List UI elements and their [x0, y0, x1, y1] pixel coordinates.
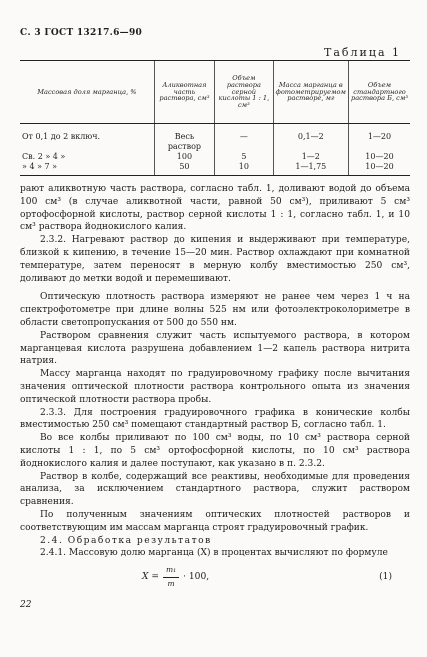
table-cell: 100: [154, 152, 214, 162]
table-cell: 1—20: [348, 124, 410, 143]
table-cell: Св. 2 » 4 »: [22, 151, 66, 161]
table-cell: Весь: [154, 124, 214, 143]
paragraph: Массу марганца находят по градуировочному графику после вычитания значения оптической плотности раствора контрольного опыта из значения оптической плотности раствора пробы.: [20, 369, 410, 405]
formula-lhs: X =: [142, 571, 159, 582]
paragraph: Во все колбы приливают по 100 см³ воды, по 10 см³ раствора серной кислоты 1 : 1, по 5 см³ ортофосфорной кислоты, по 10 см³ раствора йоднокислого калия и далее поступают, как указано в п. 2.3.2.: [20, 433, 410, 469]
paragraph: 2.3.2. Нагревают раствор до кипения и выдерживают при температуре, близкой к кипению, в течение 15—20 мин. Раствор охлаждают при комнатной температуре, затем переносят в мерную колбу вместимостью 250 см³, доливают до метки водой и перемешивают.: [20, 235, 410, 284]
table-header-cell: Объем раствора серной кислоты 1 : 1, см³: [215, 61, 274, 124]
table-cell: [273, 142, 348, 152]
table-cell: 10: [215, 162, 274, 176]
table-caption: Таблица 1: [324, 46, 401, 59]
equation-number: (1): [379, 571, 392, 582]
table-header-cell: Аликвотная часть раствора, см³: [154, 61, 214, 124]
table-row: [20, 152, 410, 162]
table-header-cell: Объем стандартного раствора Б, см³: [348, 61, 410, 124]
formula-numerator: m₁: [163, 564, 179, 578]
table-cell: От 0,1 до 2 включ.: [22, 131, 101, 141]
section-heading: 2.4. Обработка результатов: [40, 535, 212, 546]
table-cell: раствор: [154, 142, 214, 152]
table-cell: 1—1,75: [273, 162, 348, 176]
table-cell: 0,1—2: [273, 124, 348, 143]
table-cell: 5: [215, 152, 274, 162]
table-cell: » 4 » 7 »: [20, 162, 154, 176]
data-table: [20, 60, 410, 176]
table-header-row: [20, 61, 410, 124]
table-row: [20, 124, 410, 143]
paragraph: По полученным значениям оптических плотностей растворов и соответствующим им массам марганца строят градуировочный график.: [20, 509, 410, 533]
page-number: 22: [20, 600, 32, 610]
paragraph: рают аликвотную часть раствора, согласно табл. 1, доливают водой до объема 100 см³ (в случае аликвотной части, равной 50 см³), приливают 5 см³ ортофосфорной кислоты, раствор серной кислоты 1 : 1, согласно табл. 1, и 10 см³ раствора йоднокислого калия.: [20, 184, 410, 233]
paragraph: Раствор в колбе, содержащий все реактивы, необходимые для проведения анализа, за исключением стандартного раствора, служит раствором сравнения.: [20, 471, 410, 508]
formula-rhs: · 100,: [183, 571, 210, 582]
table-cell: 50: [154, 162, 214, 176]
formula-fraction: [163, 564, 179, 591]
paragraph: Оптическую плотность раствора измеряют не ранее чем через 1 ч на спектрофотометре при длине волны 525 нм или фотоэлектроколориметре в области светопропускания от 500 до 550 нм.: [20, 292, 410, 328]
table-cell: 10—20: [348, 162, 410, 176]
paragraph: Раствором сравнения служит часть испытуемого раствора, в котором марганцевая кислота разрушена добавлением 1—2 капель раствора нитрита натрия.: [20, 330, 410, 367]
table-cell: 10—20: [348, 152, 410, 162]
table-cell: [20, 142, 154, 152]
table-row: [20, 142, 410, 152]
table-header-cell: Массовая доля марганца, %: [20, 61, 154, 124]
paragraph: 2.3.3. Для построения градуировочного графика в конические колбы вместимостью 250 см³ помещают стандартный раствор Б, согласно табл. 1.: [20, 407, 410, 431]
page-header: С. 3 ГОСТ 13217.6—90: [20, 28, 143, 38]
table-cell: —: [215, 124, 274, 143]
table-cell: [215, 142, 274, 152]
table-row: [20, 162, 410, 176]
formula-denominator: m: [167, 578, 175, 588]
table-cell: 1—2: [273, 152, 348, 162]
formula: [20, 566, 410, 588]
body-text: [20, 183, 410, 588]
paragraph: 2.4.1. Массовую долю марганца (X) в процентах вычисляют по формуле: [40, 548, 388, 559]
table-header-cell: Масса марганца в фотометрируемом растворе, мг: [273, 61, 348, 124]
table-cell: [348, 142, 410, 152]
